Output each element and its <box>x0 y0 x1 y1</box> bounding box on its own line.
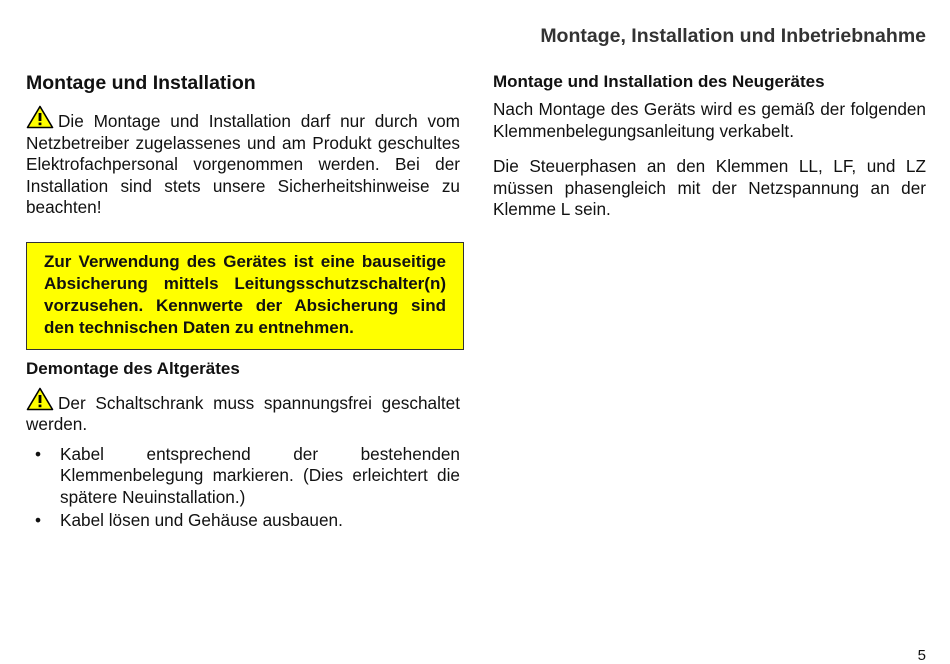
right-column <box>493 72 926 221</box>
intro-text: Die Montage und Installation darf nur durch vom Netzbetreiber zugelassenes und am Produkt geschultes Elektrofachpersonal vorgenommen werden. Bei der Installation sind stets unsere Sicherheitshinweise zu beachten! <box>26 111 460 217</box>
page-number: 5 <box>917 647 926 664</box>
warning-box: Zur Verwendung des Gerätes ist eine bauseitige Absicherung mittels Leitungsschutzschalter(n) vorzusehen. Kennwerte der Absicherung sind den technischen Daten zu entnehmen. <box>26 242 464 350</box>
warning-triangle-icon <box>26 387 54 411</box>
installation-heading: Montage und Installation des Neugerätes <box>493 72 825 91</box>
demontage-heading: Demontage des Altgerätes <box>26 358 240 378</box>
list-item: • Kabel entsprechend der bestehenden Klemmenbelegung markieren. (Dies erleichtert die spätere Neuinstallation.) <box>35 443 460 507</box>
demontage-bullet-list <box>26 444 460 532</box>
list-item: • Kabel lösen und Gehäuse ausbauen. <box>35 510 343 530</box>
installation-paragraph-2: Die Steuerphasen an den Klemmen LL, LF, und LZ müssen phasengleich mit der Netzspannung an der Klemme L sein. <box>493 156 926 219</box>
bullet-icon: • <box>35 510 42 530</box>
installation-paragraph-1: Nach Montage des Geräts wird es gemäß der folgenden Klemmenbelegungsanleitung verkabelt. <box>493 99 926 141</box>
left-column <box>26 72 460 534</box>
intro-paragraph <box>26 105 460 219</box>
demontage-warning-text: Der Schaltschrank muss spannungsfrei geschaltet werden. <box>26 392 460 434</box>
section-title: Montage und Installation <box>26 72 256 94</box>
warning-triangle-icon <box>26 105 54 129</box>
bullet-icon: • <box>35 443 42 464</box>
demontage-warning <box>26 387 460 436</box>
page-header-title: Montage, Installation und Inbetriebnahme <box>540 25 926 47</box>
